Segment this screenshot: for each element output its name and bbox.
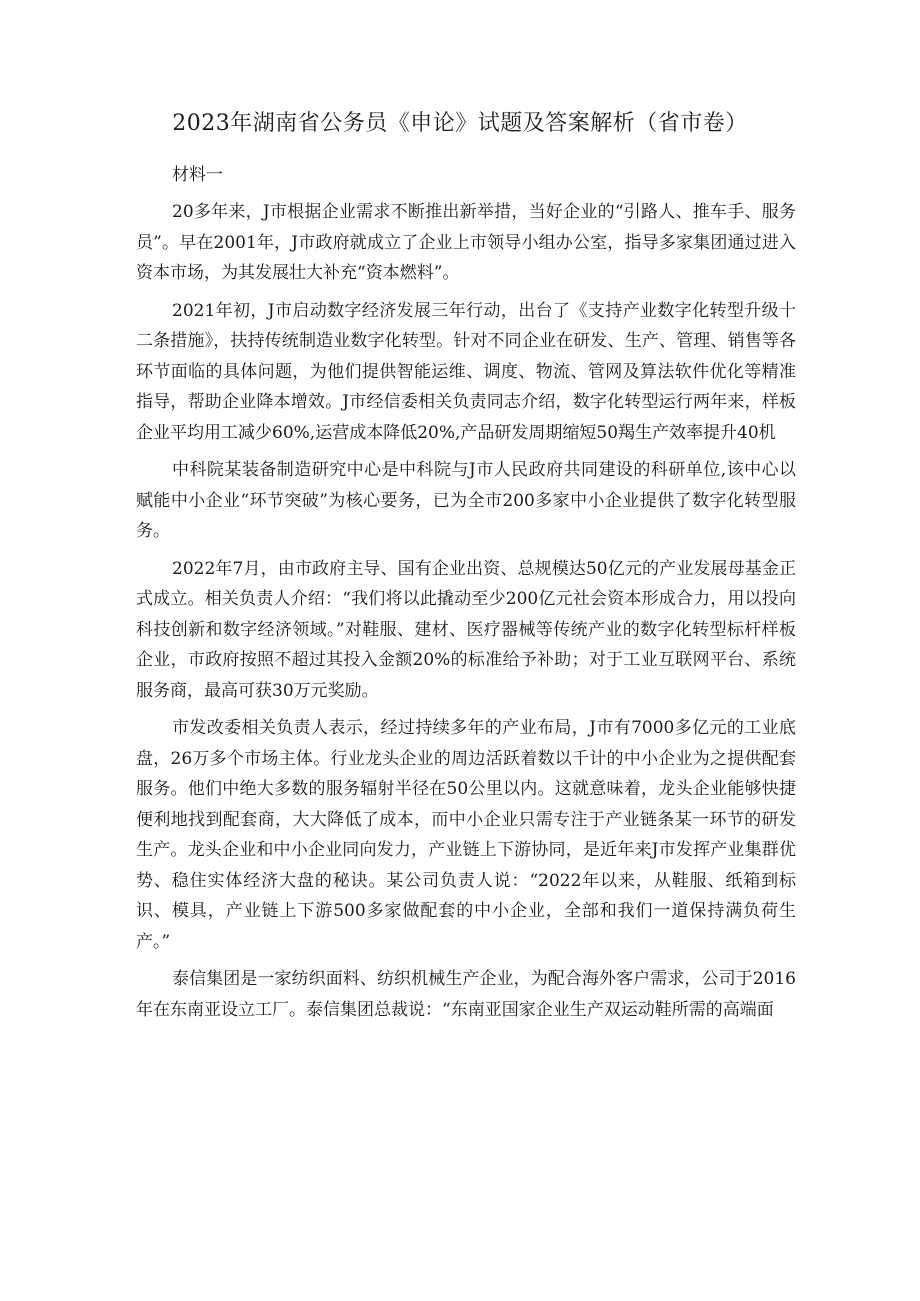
paragraph: 20多年来，J市根据企业需求不断推出新举措，当好企业的“引路人、推车手、服务员”。早在2001年，J市政府就成立了企业上市领导小组办公室，指导多家集团通过进入资本市场，为其发展壮大补充“资本燃料”。 bbox=[136, 202, 796, 283]
document-title: 2023年湖南省公务员《申论》试题及答案解析（省市卷） bbox=[172, 111, 748, 136]
document-body bbox=[136, 160, 796, 1032]
paragraph: 中科院某装备制造研究中心是中科院与J市人民政府共同建设的科研单位,该中心以赋能中小企业“环节突破”为核心要务，已为全市200多家中小企业提供了数字化转型服务。 bbox=[136, 460, 796, 541]
paragraph: 2021年初，J市启动数字经济发展三年行动，出台了《支持产业数字化转型升级十二条措施》，扶持传统制造业数字化转型。针对不同企业在研发、生产、管理、销售等各环节面临的具体问题，为他们提供智能运维、调度、物流、管网及算法软件优化等精准指导，帮助企业降本增效。J市经信委相关负责同志介绍，数字化转型运行两年来，样板企业平均用工减少60%,运营成本降低20%,产品研发周期缩短50羯生产效率提升40机 bbox=[136, 300, 796, 443]
paragraph: 2022年7月，由市政府主导、国有企业出资、总规模达50亿元的产业发展母基金正式成立。相关负责人介绍：“我们将以此撬动至少200亿元社会资本形成合力，用以投向科技创新和数字经济领域。”对鞋服、建材、医疗器械等传统产业的数字化转型标杆样板企业，市政府按照不超过其投入金额20%的标准给予补助；对于工业互联网平台、系统服务商，最高可获30万元奖励。 bbox=[136, 558, 796, 701]
paragraph: 市发改委相关负责人表示，经过持续多年的产业布局，J市有7000多亿元的工业底盘，26万多个市场主体。行业龙头企业的周边活跃着数以千计的中小企业为之提供配套服务。他们中绝大多数的服务辐射半径在50公里以内。这就意味着，龙头企业能够快捷便利地找到配套商，大大降低了成本，而中小企业只需专注于产业链条某一环节的研发生产。龙头企业和中小企业同向发力，产业链上下游协同，是近年来J市发挥产业集群优势、稳住实体经济大盘的秘诀。某公司负责人说：“2022年以来，从鞋服、纸箱到标识、模具，产业链上下游500多家做配套的中小企业，全部和我们一道保持满负荷生产。” bbox=[136, 718, 796, 952]
section-label: 材料一 bbox=[172, 165, 223, 185]
paragraph: 泰信集团是一家纺织面料、纺织机械生产企业，为配合海外客户需求，公司于2016年在东南亚设立工厂。泰信集团总裁说：“东南亚国家企业生产双运动鞋所需的高端面 bbox=[136, 969, 796, 1020]
